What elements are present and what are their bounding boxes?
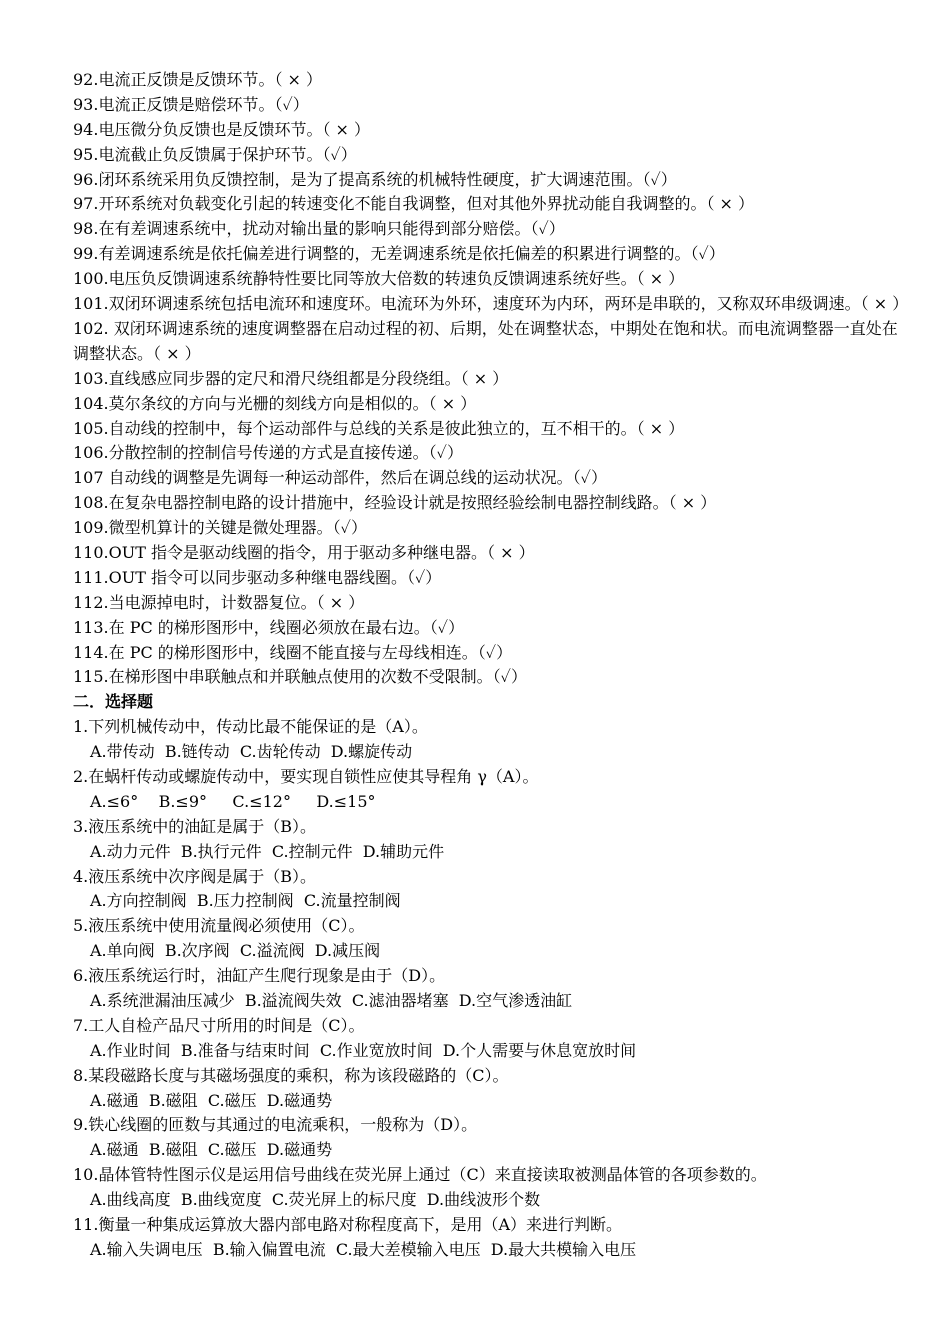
judgement-item-108: 108.在复杂电器控制电路的设计措施中，经验设计就是按照经验绘制电器控制线路。（ × ） <box>73 493 717 513</box>
choice-options-1: A.带传动 B.链传动 C.齿轮传动 D.螺旋传动 <box>90 742 413 762</box>
judgement-item-111: 111.OUT 指令可以同步驱动多种继电器线圈。（✓） <box>73 567 442 587</box>
judgement-item-92: 92.电流正反馈是反馈环节。（ × ） <box>73 70 323 89</box>
choice-options-7: A.作业时间 B.准备与结束时间 C.作业宽放时间 D.个人需要与休息宽放时间 <box>90 1040 637 1060</box>
choice-question-6: 6.液压系统运行时，油缸产生爬行现象是由于（D）。 <box>73 966 446 986</box>
choice-options-11: A.输入失调电压 B.输入偏置电流 C.最大差模输入电压 D.最大共模输入电压 <box>90 1239 637 1259</box>
choice-options-10: A.曲线高度 B.曲线宽度 C.荧光屏上的标尺度 D.曲线波形个数 <box>90 1190 541 1210</box>
choice-options-6: A.系统泄漏油压减少 B.溢流阀失效 C.滤油器堵塞 D.空气渗透油缸 <box>90 991 573 1010</box>
judgement-item-96: 96.闭环系统采用负反馈控制，是为了提高系统的机械特性硬度，扩大调速范围。（✓） <box>73 169 677 189</box>
judgement-item-97: 97.开环系统对负载变化引起的转速变化不能自我调整，但对其他外界扰动能自我调整的。（ × ） <box>73 194 755 214</box>
choice-question-9: 9.铁心线圈的匝数与其通过的电流乘积，一般称为（D）。 <box>73 1115 478 1135</box>
judgement-item-105: 105.自动线的控制中，每个运动部件与总线的关系是彼此独立的，互不相干的。（ × ） <box>73 418 685 438</box>
choice-question-8: 8.某段磁路长度与其磁场强度的乘积，称为该段磁路的（C）。 <box>73 1065 509 1085</box>
choice-options-9: A.磁通 B.磁阻 C.磁压 D.磁通势 <box>90 1140 333 1160</box>
choice-question-5: 5.液压系统中使用流量阀必须使用（C）。 <box>73 916 365 936</box>
judgement-item-114: 114.在 PC 的梯形图形中，线圈不能直接与左母线相连。（✓） <box>73 642 513 662</box>
choice-options-3: A.动力元件 B.执行元件 C.控制元件 D.辅助元件 <box>90 841 445 861</box>
section-heading-choice: 二．选择题 <box>73 692 154 712</box>
judgement-item-115: 115.在梯形图中串联触点和并联触点使用的次数不受限制。（✓） <box>73 667 527 687</box>
judgement-item-93: 93.电流正反馈是赔偿环节。（✓） <box>73 94 309 114</box>
judgement-item-95: 95.电流截止负反馈属于保护环节。（✓） <box>73 144 357 164</box>
judgement-item-98: 98.在有差调速系统中，扰动对输出量的影响只能得到部分赔偿。（✓） <box>73 219 565 239</box>
judgement-item-112: 112.当电源掉电时，计数器复位。（ × ） <box>73 592 365 612</box>
judgement-item-99: 99.有差调速系统是依托偏差进行调整的，无差调速系统是依托偏差的积累进行调整的。（✓） <box>73 244 725 264</box>
choice-question-7: 7.工人自检产品尺寸所用的时间是（C）。 <box>73 1015 365 1035</box>
choice-options-2: A.≤6° B.≤9° C.≤12° D.≤15° <box>90 791 376 811</box>
choice-question-4: 4.液压系统中次序阀是属于（B）。 <box>73 866 317 886</box>
judgement-item-101: 101.双闭环调速系统包括电流环和速度环。电流环为外环，速度环为内环，两环是串联的，又称双环串级调速。（ × ） <box>73 294 909 314</box>
choice-question-10: 10.晶体管特性图示仪是运用信号曲线在荧光屏上通过（C）来直接读取被测晶体管的各项参数的。 <box>73 1165 767 1185</box>
judgement-item-107: 107 自动线的调整是先调每一种运动部件，然后在调总线的运动状况。（✓） <box>73 468 607 488</box>
judgement-item-113: 113.在 PC 的梯形图形中，线圈必须放在最右边。（✓） <box>73 617 465 637</box>
judgement-item-109: 109.微型机算计的关键是微处理器。（✓） <box>73 518 367 538</box>
judgement-item-110: 110.OUT 指令是驱动线圈的指令，用于驱动多种继电器。（ × ） <box>73 542 535 562</box>
choice-options-8: A.磁通 B.磁阻 C.磁压 D.磁通势 <box>90 1090 333 1110</box>
judgement-item-100: 100.电压负反馈调速系统静特性要比同等放大倍数的转速负反馈调速系统好些。（ × ） <box>73 269 685 289</box>
choice-options-5: A.单向阀 B.次序阀 C.溢流阀 D.减压阀 <box>90 941 381 961</box>
choice-question-3: 3.液压系统中的油缸是属于（B）。 <box>73 816 317 836</box>
judgement-item-94: 94.电压微分负反馈也是反馈环节。（ × ） <box>73 119 371 139</box>
judgement-item-106: 106.分散控制的控制信号传递的方式是直接传递。（✓） <box>73 443 463 463</box>
judgement-item-102: 102. 双闭环调速系统的速度调整器在启动过程的初、后期，处在调整状态，中期处在饱和状。而电流调整器一直处在调整状态。（ × ） <box>73 318 898 363</box>
judgement-item-103: 103.直线感应同步器的定尺和滑尺绕组都是分段绕组。（ × ） <box>73 368 509 388</box>
choice-question-11: 11.衡量一种集成运算放大器内部电路对称程度高下，是用（A）来进行判断。 <box>73 1215 623 1235</box>
choice-question-1: 1.下列机械传动中，传动比最不能保证的是（A）。 <box>73 717 428 737</box>
judgement-item-104: 104.莫尔条纹的方向与光栅的刻线方向是相似的。（ × ） <box>73 393 477 413</box>
choice-question-2: 2.在蜗杆传动或螺旋传动中，要实现自锁性应使其导程角 γ（A）。 <box>73 766 539 786</box>
document-body <box>73 68 909 1263</box>
choice-options-4: A.方向控制阀 B.压力控制阀 C.流量控制阀 <box>90 891 401 911</box>
